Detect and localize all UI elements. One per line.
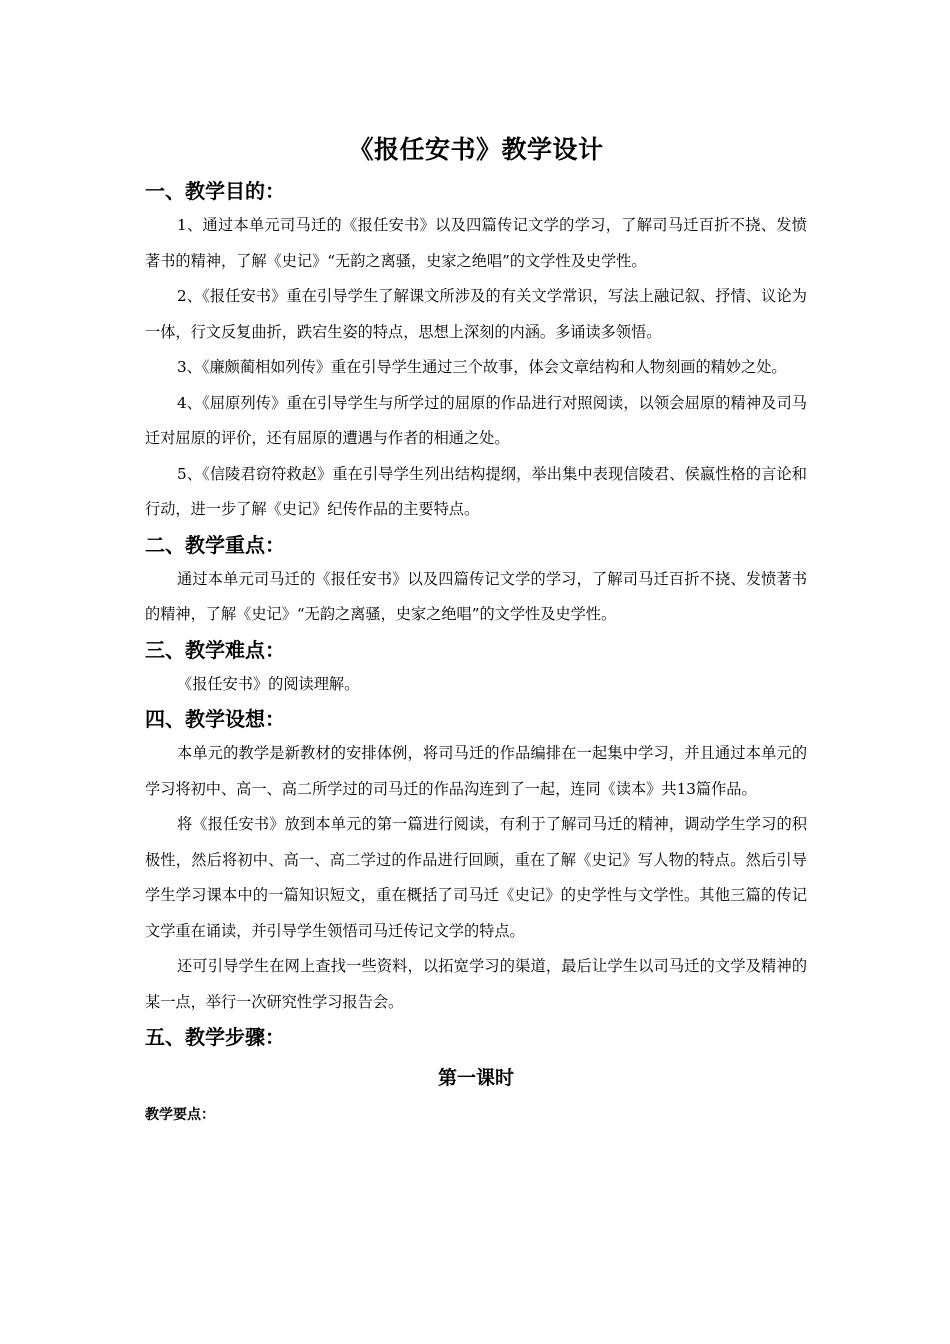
- document-page: [145, 128, 807, 1130]
- section-heading-key-points: 二、教学重点：: [145, 532, 285, 557]
- document-title: 《报任安书》教学设计: [348, 135, 604, 164]
- lesson-title: 第一课时: [437, 1067, 514, 1089]
- paragraph: 通过本单元司马迁的《报任安书》以及四篇传记文学的学习，了解司马迁百折不挠、发愤著书的精神，了解《史记》“无韵之离骚，史家之绝唱”的文学性及史学性。: [145, 569, 807, 623]
- section-heading-steps: 五、教学步骤：: [145, 1025, 285, 1049]
- paragraph: 还可引导学生在网上查找一些资料，以拓宽学习的渠道，最后让学生以司马迁的文学及精神的某一点，举行一次研究性学习报告会。: [145, 957, 807, 1011]
- section-heading-objectives: 一、教学目的：: [145, 179, 285, 203]
- paragraph: 1、通过本单元司马迁的《报任安书》以及四篇传记文学的学习，了解司马迁百折不挠、发愤著书的精神，了解《史记》“无韵之离骚，史家之绝唱”的文学性及史学性。: [145, 216, 807, 270]
- paragraph: 2、《报任安书》重在引导学生了解课文所涉及的有关文学常识，写法上融记叙、抒情、议论为一体，行文反复曲折，跌宕生姿的特点，思想上深刻的内涵。多诵读多领悟。: [145, 287, 807, 341]
- paragraph: 《报任安书》的阅读理解。: [177, 674, 360, 693]
- paragraph: 将《报任安书》放到本单元的第一篇进行阅读，有利于了解司马迁的精神，调动学生学习的积极性，然后将初中、高一、高二学过的作品进行回顾，重在了解《史记》写人物的特点。然后引导学生学习课本中的一篇知识短文，重在概括了司马迁《史记》的史学性与文学性。其他三篇的传记文学重在诵读，并引导学生领悟司马迁传记文学的特点。: [145, 815, 807, 940]
- section-heading-plan: 四、教学设想：: [145, 707, 285, 731]
- section-heading-difficulties: 三、教学难点：: [145, 637, 285, 662]
- lesson-subheading: 教学要点：: [145, 1107, 215, 1123]
- paragraph: 3、《廉颇蔺相如列传》重在引导学生通过三个故事，体会文章结构和人物刻画的精妙之处。: [177, 358, 787, 376]
- paragraph: 本单元的教学是新教材的安排体例，将司马迁的作品编排在一起集中学习，并且通过本单元的学习将初中、高一、高二所学过的司马迁的作品沟连到了一起，连同《读本》共13篇作品。: [145, 744, 807, 798]
- paragraph: 4、《屈原列传》重在引导学生与所学过的屈原的作品进行对照阅读，以领会屈原的精神及司马迁对屈原的评价，还有屈原的遭遇与作者的相通之处。: [145, 393, 807, 447]
- paragraph: 5、《信陵君窃符救赵》重在引导学生列出结构提纲，举出集中表现信陵君、侯嬴性格的言论和行动，进一步了解《史记》纪传作品的主要特点。: [145, 464, 807, 518]
